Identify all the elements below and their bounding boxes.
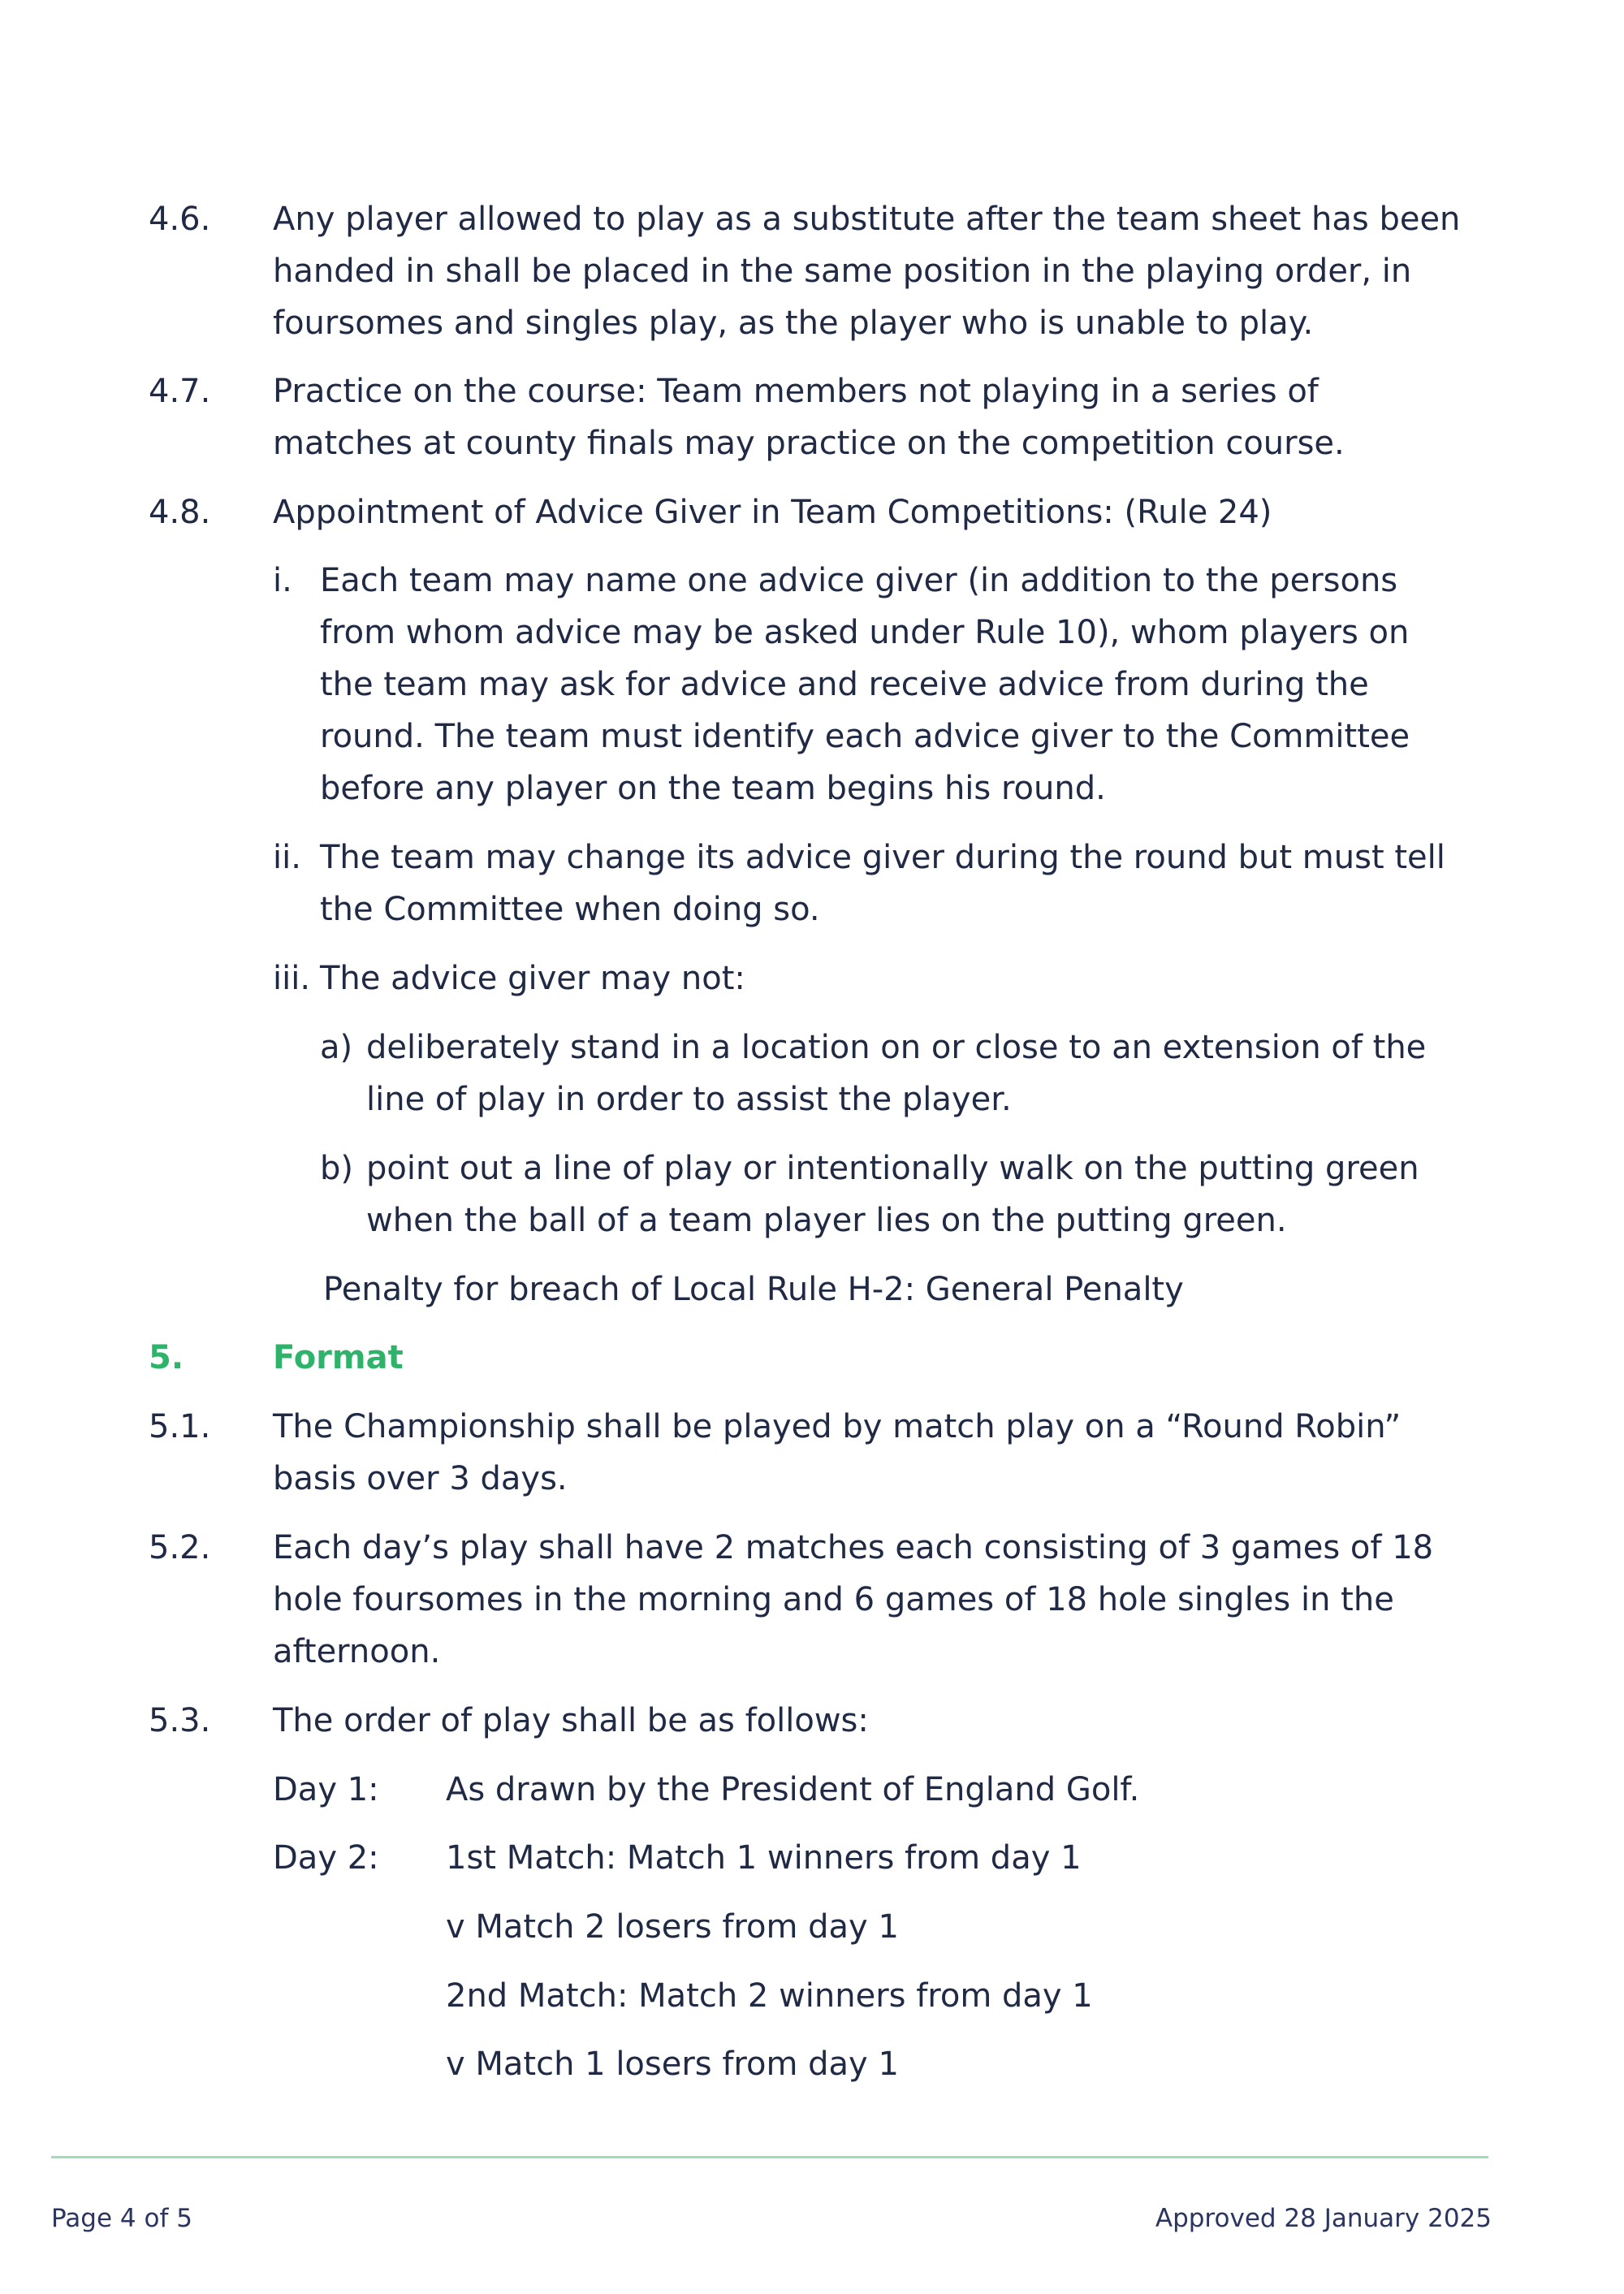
section-title: Appointment of Advice Giver in Team Competitions: (Rule 24)	[273, 494, 1272, 531]
footer-page-number: Page 4 of 5	[51, 2204, 192, 2233]
list-marker: a)	[320, 1029, 353, 1066]
section-number: 4.6.	[149, 201, 211, 238]
paragraph-line: the team may ask for advice and receive advice from during the	[320, 666, 1369, 703]
day-label: Day 2:	[273, 1839, 379, 1877]
paragraph-line: point out a line of play or intentionally walk on the putting green	[366, 1150, 1419, 1187]
section-number: 4.7.	[149, 373, 211, 410]
paragraph-line: Each day’s play shall have 2 matches each consisting of 3 games of 18	[273, 1529, 1434, 1566]
day-text: v Match 2 losers from day 1	[446, 1908, 899, 1946]
list-marker: b)	[320, 1150, 353, 1187]
paragraph-line: The team may change its advice giver during the round but must tell	[320, 839, 1445, 876]
paragraph-line: matches at county finals may practice on the competition course.	[273, 425, 1345, 462]
section-number: 5.1.	[149, 1408, 211, 1445]
section-number: 5.	[149, 1339, 184, 1376]
footer-approval-date: Approved 28 January 2025	[1155, 2204, 1492, 2233]
paragraph-line: basis over 3 days.	[273, 1460, 568, 1497]
paragraph-line: line of play in order to assist the player.	[366, 1081, 1012, 1118]
paragraph-line: Practice on the course: Team members not playing in a series of	[273, 373, 1319, 410]
paragraph-line: hole foursomes in the morning and 6 games of 18 hole singles in the	[273, 1581, 1394, 1618]
paragraph-line: The Championship shall be played by match play on a “Round Robin”	[273, 1408, 1402, 1445]
paragraph-line: when the ball of a team player lies on the putting green.	[366, 1202, 1287, 1239]
paragraph-line: handed in shall be placed in the same position in the playing order, in	[273, 253, 1412, 290]
day-text: As drawn by the President of England Golf.	[446, 1771, 1140, 1808]
day-text: 1st Match: Match 1 winners from day 1	[446, 1839, 1082, 1877]
section-number: 4.8.	[149, 494, 211, 531]
paragraph-line: the Committee when doing so.	[320, 891, 820, 928]
paragraph-line: before any player on the team begins his round.	[320, 770, 1106, 807]
list-marker: i.	[273, 562, 292, 599]
list-marker: iii.	[273, 960, 311, 997]
day-text: 2nd Match: Match 2 winners from day 1	[446, 1977, 1093, 2015]
paragraph-line: Any player allowed to play as a substitute after the team sheet has been	[273, 201, 1461, 238]
paragraph-line: afternoon.	[273, 1633, 441, 1670]
paragraph-line: The order of play shall be as follows:	[273, 1702, 869, 1739]
paragraph-line: round. The team must identify each advice giver to the Committee	[320, 718, 1410, 755]
day-text: v Match 1 losers from day 1	[446, 2046, 899, 2083]
paragraph-line: from whom advice may be asked under Rule 10), whom players on	[320, 614, 1410, 651]
footer-divider	[51, 2156, 1488, 2158]
section-title: Format	[273, 1339, 404, 1376]
section-number: 5.2.	[149, 1529, 211, 1566]
paragraph-line: Each team may name one advice giver (in addition to the persons	[320, 562, 1398, 599]
section-number: 5.3.	[149, 1702, 211, 1739]
penalty-note: Penalty for breach of Local Rule H-2: General Penalty	[323, 1271, 1184, 1308]
day-label: Day 1:	[273, 1771, 379, 1808]
paragraph-line: The advice giver may not:	[320, 960, 745, 997]
list-marker: ii.	[273, 839, 301, 876]
paragraph-line: deliberately stand in a location on or close to an extension of the	[366, 1029, 1427, 1066]
paragraph-line: foursomes and singles play, as the player who is unable to play.	[273, 305, 1314, 342]
